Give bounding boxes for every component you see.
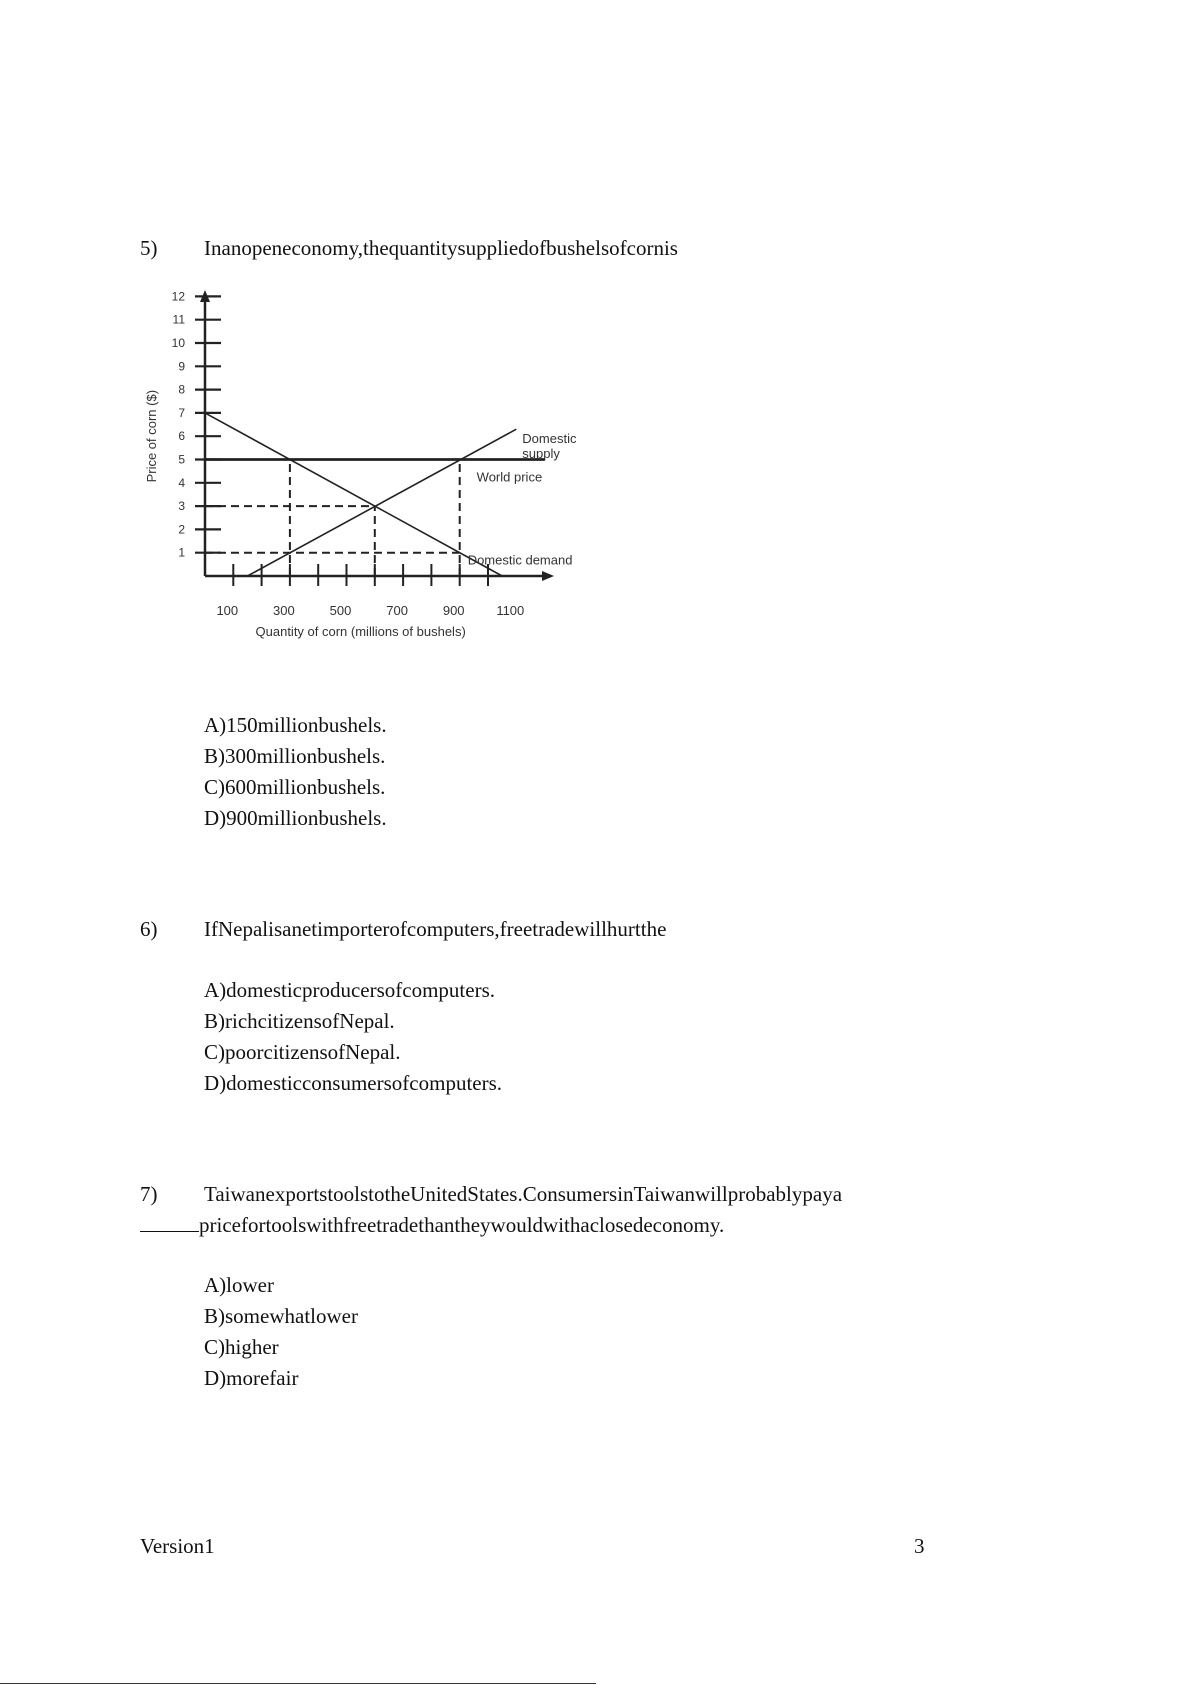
series-label: Domestic	[522, 431, 577, 447]
footer-version: Version1	[140, 1534, 215, 1558]
series-label: World price	[476, 469, 543, 485]
question-7-options	[204, 1270, 358, 1394]
y-axis-title: Price of corn ($)	[144, 389, 159, 483]
option-c[interactable]: C)higher	[204, 1335, 279, 1359]
question-7-text-line1: TaiwanexportstoolstotheUnitedStates.ConsumersinTaiwanwillprobablypaya	[204, 1182, 843, 1206]
y-tick-label: 11	[172, 312, 185, 327]
option-a[interactable]: A)150millionbushels.	[204, 713, 387, 737]
footer-page-number: 3	[914, 1534, 925, 1558]
x-tick-label: 1100	[496, 603, 525, 618]
y-tick-label: 4	[178, 475, 185, 490]
option-b[interactable]: B)somewhatlower	[204, 1304, 358, 1328]
question-5-number: 5)	[140, 236, 158, 260]
option-d[interactable]: D)domesticconsumersofcomputers.	[204, 1071, 503, 1095]
x-tick-label: 100	[216, 603, 239, 618]
series-label: supply	[522, 446, 560, 462]
question-5-text: Inanopeneconomy,thequantitysuppliedofbushelsofcornis	[204, 236, 678, 260]
y-tick-label: 10	[171, 336, 185, 350]
y-tick-label: 8	[178, 382, 185, 397]
question-7-text-line2	[140, 1212, 724, 1237]
series-domestic-demand	[205, 413, 502, 576]
option-b[interactable]: B)300millionbushels.	[204, 744, 386, 768]
y-tick-label: 7	[178, 405, 185, 420]
x-axis-arrow	[542, 571, 554, 581]
option-a[interactable]: A)lower	[204, 1273, 274, 1297]
x-tick-label: 300	[273, 603, 295, 618]
corn-market-chart	[140, 288, 620, 668]
y-tick-label: 2	[178, 522, 185, 537]
question-6-text: IfNepalisanetimporterofcomputers,freetradewillhurtthe	[204, 917, 667, 941]
y-tick-label: 9	[178, 359, 185, 374]
y-tick-label: 6	[178, 429, 185, 444]
option-d[interactable]: D)morefair	[204, 1366, 299, 1390]
footer-rule	[0, 1683, 596, 1684]
option-c[interactable]: C)600millionbushels.	[204, 775, 386, 799]
question-7-number: 7)	[140, 1182, 158, 1206]
x-tick-label: 500	[329, 603, 352, 618]
x-tick-label: 700	[386, 603, 408, 618]
option-b[interactable]: B)richcitizensofNepal.	[204, 1009, 395, 1033]
x-axis-title: Quantity of corn (millions of bushels)	[255, 624, 466, 639]
y-tick-label: 5	[178, 452, 185, 467]
question-6-number: 6)	[140, 917, 158, 941]
question-5-options	[204, 710, 387, 834]
option-d[interactable]: D)900millionbushels.	[204, 806, 387, 830]
y-tick-label: 1	[178, 545, 185, 560]
series-label: Domestic demand	[467, 552, 573, 568]
option-c[interactable]: C)poorcitizensofNepal.	[204, 1040, 401, 1064]
question-7-text-line2-content: pricefortoolswithfreetradethantheywouldwithaclosedeconomy.	[199, 1213, 725, 1237]
option-a[interactable]: A)domesticproducersofcomputers.	[204, 978, 495, 1002]
answer-blank	[140, 1212, 199, 1232]
y-tick-label: 12	[171, 289, 185, 304]
x-tick-label: 900	[442, 603, 465, 618]
question-6-options	[204, 975, 502, 1099]
y-tick-label: 3	[178, 499, 185, 514]
